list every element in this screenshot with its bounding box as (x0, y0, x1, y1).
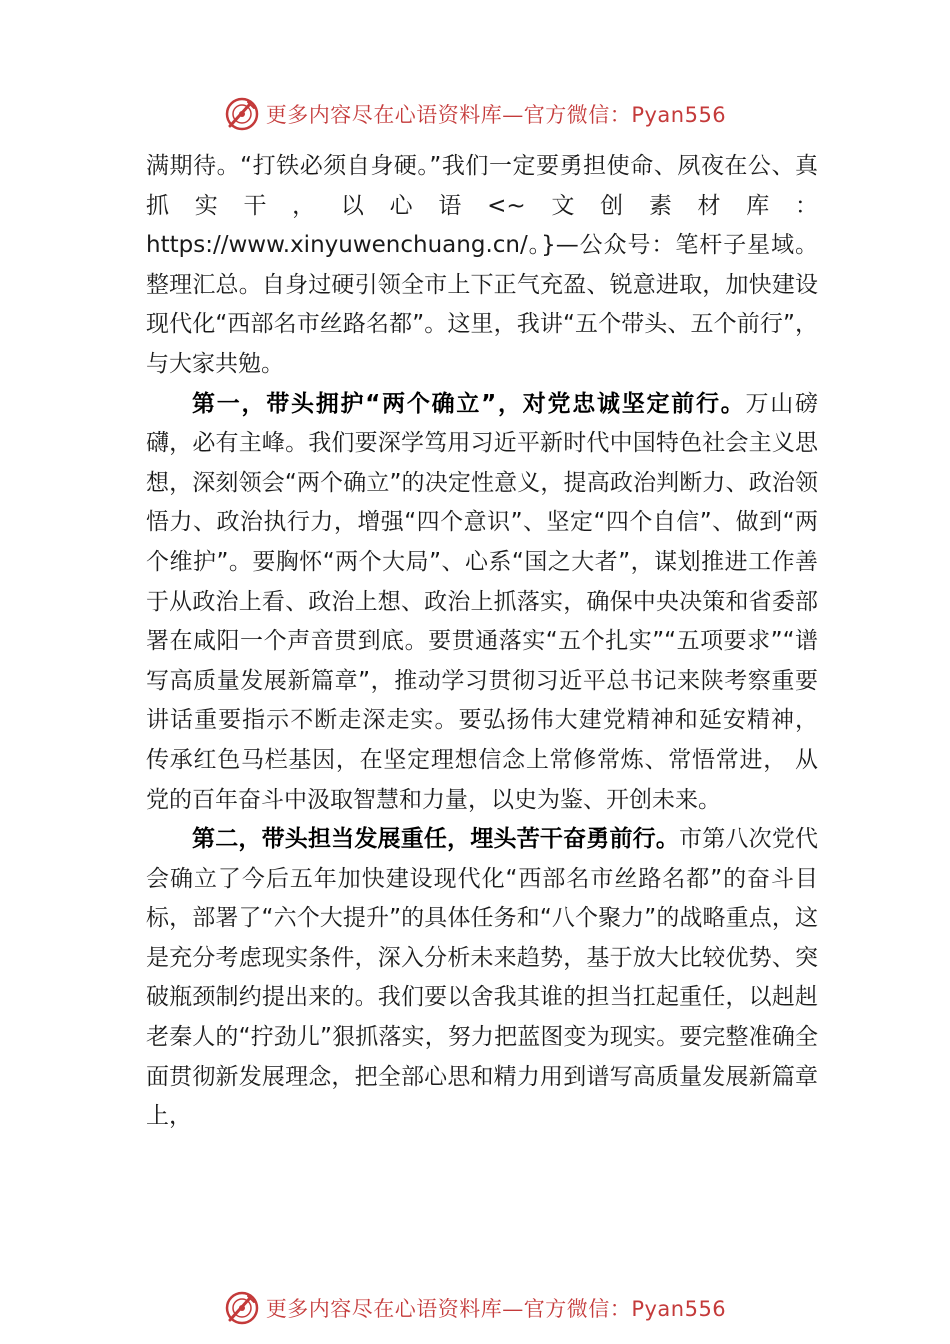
paragraph-text: 万山磅礴，必有主峰。我们要深学笃用习近平新时代中国特色社会主义思想，深刻领会“两个确立”的决定性意义，提高政治判断力、政治领悟力、政治执行力，增强“四个意识”、坚定“四个自信”、做到“两个维护”。要胸怀“两个大局”、心系“国之大者”，谋划推进工作善于从政治上看、政治上想、政治上抓落实，确保中央决策和省委部署在咸阳一个声音贯到底。要贯通落实“五个扎实”“五项要求”“谱写高质量发展新篇章”，推动学习贯彻习近平总书记来陕考察重要讲话重要指示不断走深走实。要弘扬伟大建党精神和延安精神， 传承红色马栏基因，在坚定理想信念上常修常炼、常悟常进， 从党的百年奋斗中汲取智慧和力量，以史为鉴、开创未来。 (146, 390, 819, 813)
watermark-label: 更多内容尽在心语资料库—官方微信： (265, 1297, 632, 1321)
watermark-text (266, 1293, 726, 1323)
paragraph (146, 147, 818, 385)
watermark-wechat-id: Pyan556 (631, 103, 727, 127)
seal-logo-icon (224, 96, 260, 132)
seal-logo-icon (224, 1290, 260, 1326)
paragraph-text: 市第八次党代会确立了今后五年加快建设现代化“西部名市丝路名都”的奋斗目标，部署了“六个大提升”的具体任务和“八个聚力”的战略重点，这是充分考虑现实条件，深入分析未来趋势，基于放大比较优势、突破瓶颈制约提出来的。我们要以舍我其谁的担当扛起重任，以赳赳老秦人的“拧劲儿”狠抓落实，努力把蓝图变为现实。要完整准确全面贯彻新发展理念，把全部心思和精力用到谱写高质量发展新篇章上， (146, 826, 819, 1130)
watermark-wechat-id: Pyan556 (631, 1297, 727, 1321)
watermark-banner-top (0, 92, 950, 136)
watermark-text (266, 99, 726, 129)
watermark-banner-bottom (0, 1286, 950, 1330)
paragraph-heading: 第一，带头拥护“两个确立”，对党忠诚坚定前行。 (192, 390, 746, 417)
paragraph (146, 385, 818, 821)
paragraph (146, 820, 818, 1137)
paragraph-heading: 第二，带头担当发展重任，埋头苦干奋勇前行。 (192, 826, 680, 853)
paragraph-text: 满期待。“打铁必须自身硬。”我们一定要勇担使命、夙夜在公、真抓实干，以心语<~文创素材库：https://www.xinyuwenchuang.cn/。}—公众号：笔杆子星域。整理汇总。自身过硬引领全市上下正气充盈、锐意进取，加快建设现代化“西部名市丝路名都”。这里，我讲“五个带头、五个前行”，与大家共勉。 (146, 153, 818, 377)
document-body (146, 147, 818, 1137)
watermark-label: 更多内容尽在心语资料库—官方微信： (265, 103, 632, 127)
